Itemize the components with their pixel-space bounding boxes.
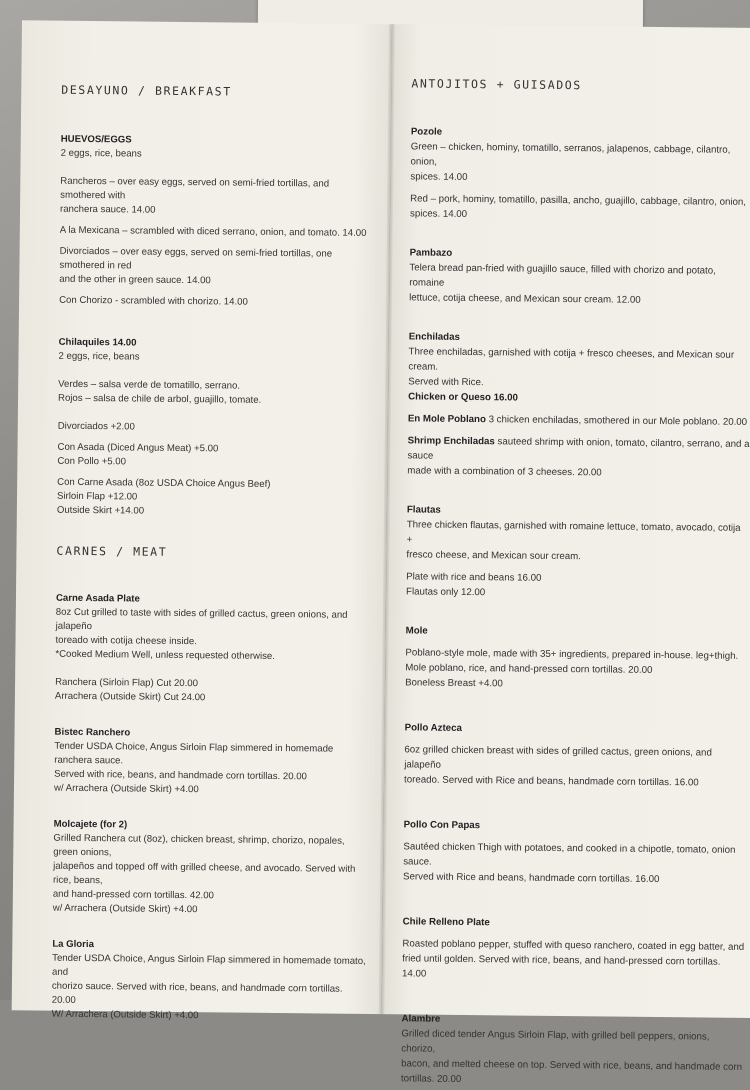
menu-item-pollo-azteca xyxy=(404,720,747,791)
menu-item-pambazo xyxy=(409,245,750,309)
item-name: Pambazo xyxy=(409,247,453,259)
menu-item-pollo-con-papas xyxy=(403,817,746,888)
item-name: Pozole xyxy=(410,126,443,138)
item-desc: w/ Arrachera (Outside Skirt) +4.00 xyxy=(52,902,198,916)
menu-item-chile-relleno xyxy=(402,914,745,985)
item-desc: 2 eggs, rice, beans xyxy=(60,147,142,160)
item-name: Pollo Con Papas xyxy=(403,819,481,832)
item-desc-text: 3 chicken enchiladas, smothered in our Mole poblano. 20.00 xyxy=(488,414,748,428)
menu-item-bistec xyxy=(54,726,371,799)
item-desc: Con Asada (Diced Angus Meat) +5.00 xyxy=(57,441,219,455)
item-desc: A la Mexicana – scrambled with diced serrano, onion, and tomato. 14.00 xyxy=(59,224,367,239)
item-name: Bistec Ranchero xyxy=(54,726,131,739)
item-name: Pollo Azteca xyxy=(404,722,462,734)
item-desc: tortillas. 20.00 xyxy=(400,1073,462,1085)
meat-title: CARNES / MEAT xyxy=(56,543,168,559)
item-desc: fried until golden. Served with rice, beans, and hand-pressed corn tortillas. 14.00 xyxy=(401,953,721,980)
item-desc: and the other in green sauce. 14.00 xyxy=(59,273,211,287)
item-desc: Tender USDA Choice, Angus Sirloin Flap simmered in homemade ranchera sauce. xyxy=(54,740,334,767)
item-desc: Outside Skirt +14.00 xyxy=(56,504,145,517)
item-name: La Gloria xyxy=(52,938,94,951)
item-desc: bacon, and melted cheese on top. Served with rice, beans, and handmade corn xyxy=(401,1058,743,1073)
item-desc: Boneless Breast +4.00 xyxy=(405,677,503,690)
item-name: Enchiladas xyxy=(408,331,460,343)
item-desc: Rancheros – over easy eggs, served on semi-fried tortillas, and smothered with xyxy=(60,175,330,202)
item-name: Chile Relleno Plate xyxy=(402,916,490,929)
item-desc: chorizo sauce. Served with rice, beans, and handmade corn tortillas. 20.00 xyxy=(51,980,343,1006)
item-desc: Arrachera (Outside Skirt) Cut 24.00 xyxy=(54,690,206,704)
item-name: Molcajete (for 2) xyxy=(53,818,128,831)
item-name: Chilaquiles 14.00 xyxy=(58,336,137,349)
item-desc: lettuce, cotija cheese, and Mexican sour cream. 12.00 xyxy=(409,292,641,306)
item-desc: Plate with rice and beans 16.00 xyxy=(406,571,542,584)
menu-item-enchiladas xyxy=(407,329,750,482)
item-desc: Ranchera (Sirloin Flap) Cut 20.00 xyxy=(55,676,199,690)
breakfast-title: DESAYUNO / BREAKFAST xyxy=(61,82,232,99)
item-desc: toreado. Served with Rice and beans, handmade corn tortillas. 16.00 xyxy=(404,774,699,789)
item-subname: En Mole Poblano xyxy=(407,413,486,426)
item-desc: Sirloin Flap +12.00 xyxy=(56,490,138,503)
item-desc: Three chicken flautas, garnished with romaine lettuce, tomato, avocado, cotija + xyxy=(406,519,741,546)
menu-item-mole xyxy=(405,623,748,694)
item-name: Alambre xyxy=(401,1013,441,1025)
menu-right-page xyxy=(382,24,750,1085)
item-desc: Served with Rice and beans, handmade corn tortillas. 16.00 xyxy=(403,871,660,886)
item-desc: 6oz grilled chicken breast with sides of grilled cactus, green onions, and jalapeño xyxy=(404,744,712,771)
item-desc: spices. 14.00 xyxy=(409,208,468,220)
item-desc: Verdes – salsa verde de tomatillo, serrano. xyxy=(58,378,241,392)
menu-item-huevos xyxy=(59,133,377,311)
item-desc: Con Chorizo - scrambled with chorizo. 14.00 xyxy=(59,294,248,308)
item-desc: Con Carne Asada (8oz USDA Choice Angus Beef) xyxy=(57,476,271,490)
item-desc: fresco cheese, and Mexican sour cream. xyxy=(406,549,581,563)
item-desc: and hand-pressed corn tortillas. 42.00 xyxy=(52,888,214,902)
item-desc: Served with Rice. xyxy=(408,376,484,389)
item-desc: W/ Arrachera (Outside Skirt) +4.00 xyxy=(51,1008,199,1022)
item-name: Carne Asada Plate xyxy=(55,592,140,605)
item-desc: Sautéed chicken Thigh with potatoes, and cooked in a chipotle, tomato, onion sauce. xyxy=(403,841,736,868)
item-desc: Tender USDA Choice, Angus Sirloin Flap simmered in homemade tomato, and xyxy=(51,952,366,978)
menu-item-la-gloria xyxy=(52,938,369,1025)
item-desc: Roasted poblano pepper, stuffed with queso ranchero, coated in egg batter, and xyxy=(402,938,745,953)
item-desc: Rojos – salsa de chile de arbol, guajillo, tomate. xyxy=(58,392,262,406)
item-desc: Served with rice, beans, and handmade corn tortillas. 20.00 xyxy=(54,768,307,783)
item-desc: Green – chicken, hominy, tomatillo, serranos, jalapenos, cabbage, cilantro, onion, xyxy=(410,141,731,168)
item-desc: Red – pork, hominy, tomatillo, pasilla, ancho, guajillo, cabbage, cilantro, onion, xyxy=(410,193,747,208)
item-desc: Divorciados – over easy eggs, served on semi-fried tortillas, one smothered in red xyxy=(59,245,333,272)
menu-sheet xyxy=(0,20,750,1085)
item-desc: toreado with cotija cheese inside. xyxy=(55,634,197,648)
item-desc: Flautas only 12.00 xyxy=(405,586,486,599)
item-desc: made with a combination of 3 cheeses. 20.00 xyxy=(407,465,602,479)
item-desc xyxy=(407,433,749,467)
item-desc: Telera bread pan-fried with guajillo sauce, filled with chorizo and potato, romaine xyxy=(409,262,716,289)
item-desc: jalapeños and topped off with grilled cheese, and avocado. Served with rice, beans, xyxy=(52,860,356,887)
menu-item-chilaquiles xyxy=(57,336,375,521)
item-name: HUEVOS/EGGS xyxy=(60,133,132,146)
item-desc-text: sauteed shrimp with onion, tomato, cilantro, serrano, and a sauce xyxy=(407,436,750,462)
item-desc: Con Pollo +5.00 xyxy=(57,455,127,468)
item-desc: Divorciados +2.00 xyxy=(57,420,135,433)
item-desc: spices. 14.00 xyxy=(410,171,468,183)
menu-item-carne-asada xyxy=(55,592,372,707)
item-name: Mole xyxy=(405,625,428,637)
item-desc: Poblano-style mole, made with 35+ ingredients, prepared in-house. leg+thigh. xyxy=(405,647,739,662)
menu-item-flautas xyxy=(406,502,749,603)
item-name: Flautas xyxy=(406,504,441,516)
item-desc: w/ Arrachera (Outside Skirt) +4.00 xyxy=(53,782,199,796)
item-desc: 2 eggs, rice, beans xyxy=(58,350,140,363)
item-desc: ranchera sauce. 14.00 xyxy=(59,203,156,216)
menu-item-pozole xyxy=(410,124,750,225)
menu-left-page xyxy=(12,20,392,1022)
item-desc: 8oz Cut grilled to taste with sides of grilled cactus, green onions, and jalapeño xyxy=(55,606,348,633)
item-desc: Grilled diced tender Angus Sirloin Flap, with grilled bell peppers, onions, chorizo, xyxy=(401,1028,710,1055)
item-subname: Chicken or Queso 16.00 xyxy=(408,391,518,404)
item-desc: Mole poblano, rice, and hand-pressed corn tortillas. 20.00 xyxy=(405,662,653,676)
item-desc: *Cooked Medium Well, unless requested otherwise. xyxy=(55,648,275,662)
item-subname: Shrimp Enchiladas xyxy=(407,435,495,448)
menu-item-alambre xyxy=(401,1011,744,1090)
menu-item-molcajete xyxy=(53,818,370,919)
antojitos-title: ANTOJITOS + GUISADOS xyxy=(411,76,582,93)
item-desc: Three enchiladas, garnished with cotija + fresco cheeses, and Mexican sour cream. xyxy=(408,346,735,373)
item-desc: Grilled Ranchera cut (8oz), chicken breast, shrimp, chorizo, nopales, green onions, xyxy=(53,832,345,859)
